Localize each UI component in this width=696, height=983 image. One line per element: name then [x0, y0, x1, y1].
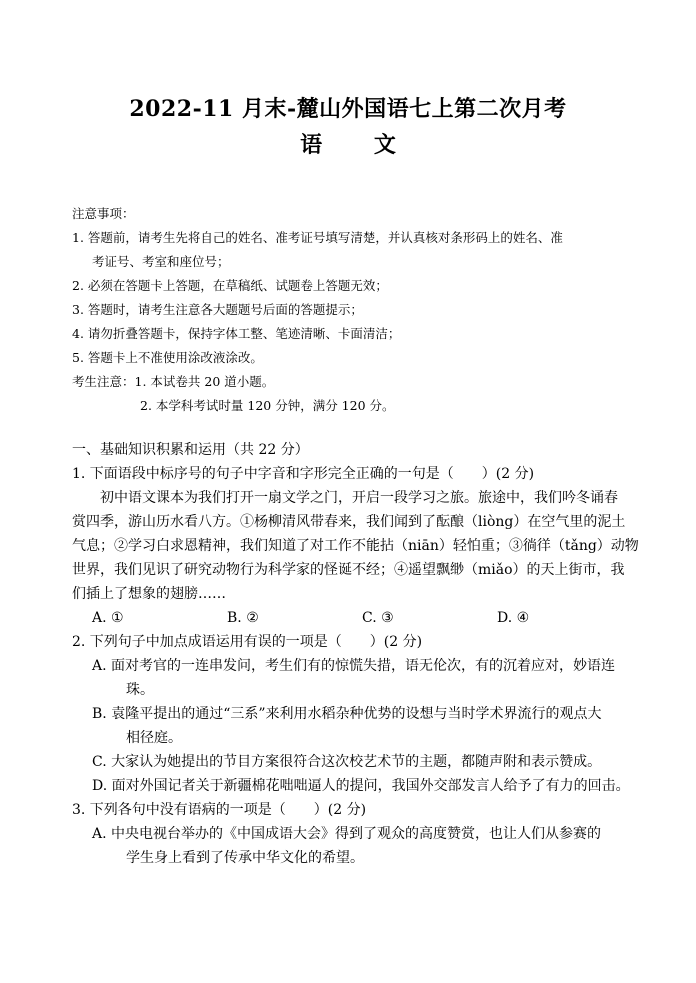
question-2-option-b [72, 702, 632, 750]
exam-title: 2022-11 月末-麓山外国语七上第二次月考 [129, 96, 567, 122]
question-1-passage [72, 486, 639, 606]
note-item: 5. 答题卡上不准使用涂改液涂改。 [72, 350, 263, 365]
question-3-stem: 3. 下列各句中没有语病的一项是（ ）(2 分) [72, 802, 367, 818]
passage-line: 赏四季，游山历水看八方。①杨柳清风带春来，我们闻到了酝酿（liòng）在空气里的泥土 [72, 514, 626, 530]
passage-line: 初中语文课本为我们打开一扇文学之门，开启一段学习之旅。旅途中，我们吟冬诵春 [100, 490, 618, 506]
option-text: A. 中央电视台举办的《中国成语大会》得到了观众的高度赞赏，也让人们从参赛的 [92, 826, 602, 842]
question-2-option-c [72, 750, 632, 774]
option-c: C. ③ [362, 610, 394, 626]
option-text-continuation: 珠。 [126, 682, 154, 698]
option-text-continuation: 学生身上看到了传承中华文化的希望。 [126, 850, 364, 866]
note-item-continuation: 考证号、考室和座位号； [92, 254, 230, 269]
exam-note-2: 2. 本学科考试时量 120 分钟，满分 120 分。 [140, 398, 395, 413]
notes-section [72, 202, 632, 418]
note-item: 2. 必须在答题卡上答题，在草稿纸、试题卷上答题无效； [72, 278, 388, 293]
option-text: A. 面对考官的一连串发问，考生们有的惊慌失措，语无伦次，有的沉着应对，妙语连 [92, 658, 616, 674]
option-d: D. ④ [497, 610, 530, 626]
exam-subject: 语 文 [300, 132, 418, 158]
section-one [72, 438, 639, 870]
passage-line: 世界，我们见识了研究动物行为科学家的怪诞不经；④遥望飘缈（miǎo）的天上街市，我 [72, 562, 625, 578]
question-2-stem: 2. 下列句子中加点成语运用有误的一项是（ ）(2 分) [72, 634, 423, 650]
question-1-stem: 1. 下面语段中标序号的句子中字音和字形完全正确的一句是（ ）(2 分) [72, 466, 535, 482]
question-3-option-a [72, 822, 632, 870]
notes-heading: 注意事项： [72, 206, 135, 221]
option-b: B. ② [227, 610, 259, 626]
passage-line: 气息；②学习白求恩精神，我们知道了对工作不能拈（niān）轻怕重；③徜徉（tǎng）动物 [72, 538, 639, 554]
passage-line: 们插上了想象的翅膀…… [72, 586, 226, 602]
question-1-options [72, 606, 632, 630]
section-heading: 一、基础知识积累和运用（共 22 分） [72, 442, 309, 458]
option-text: C. 大家认为她提出的节目方案很符合这次校艺术节的主题，都随声附和表示赞成。 [92, 754, 602, 770]
option-text-continuation: 相径庭。 [126, 730, 182, 746]
option-text: B. 袁隆平提出的通过“三系”来利用水稻杂种优势的设想与当时学术界流行的观点大 [92, 706, 602, 722]
question-2-option-a [72, 654, 632, 702]
note-item: 4. 请勿折叠答题卡，保持字体工整、笔迹清晰、卡面清洁； [72, 326, 401, 341]
question-2-option-d [72, 774, 632, 798]
option-text: D. 面对外国记者关于新疆棉花咄咄逼人的提问，我国外交部发言人给予了有力的回击。 [92, 778, 630, 794]
exam-note-1: 考生注意：1. 本试卷共 20 道小题。 [72, 374, 275, 389]
note-item: 3. 答题时，请考生注意各大题题号后面的答题提示； [72, 302, 363, 317]
option-a: A. ① [92, 610, 124, 626]
note-item: 1. 答题前，请考生先将自己的姓名、准考证号填写清楚，并认真核对条形码上的姓名、准 [72, 230, 563, 245]
